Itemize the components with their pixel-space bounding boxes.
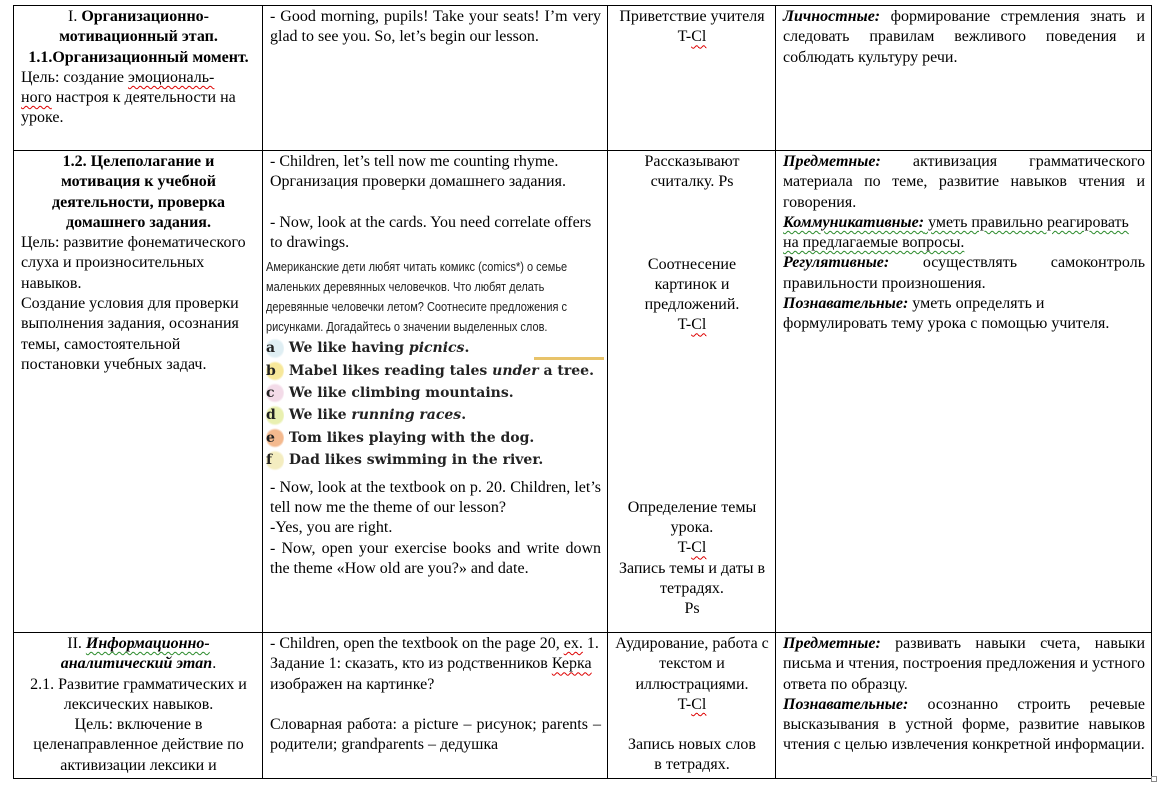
- stage-title: II. Информационно- аналитический этап.: [60, 635, 217, 673]
- item-letter: a: [266, 337, 284, 359]
- item-letter: e: [266, 427, 284, 449]
- textbook-excerpt-image: [266, 257, 604, 471]
- lesson-plan-table: [13, 5, 1152, 779]
- stage-number: I.: [67, 8, 82, 25]
- substage-title: 1.2. Целеполагание и мотивация к учебной деятельности, проверка домашнего задания.: [52, 153, 225, 231]
- teacher-text: - Children, let’s tell now me counting rhyme. Организация проверки домашнего задания.: [270, 153, 566, 191]
- stage-goal: Цель: развитие фонематического слуха и произносительных навыков.: [21, 234, 246, 292]
- teacher-cell: [263, 151, 608, 633]
- students-cell: [608, 151, 776, 633]
- item-letter: c: [266, 382, 284, 404]
- teacher-text: - Now, open your exercise books and write down the theme «How old are you?» and date.: [270, 539, 601, 577]
- work-mode: Ps: [684, 600, 700, 618]
- stage-goal: Цель: создание эмоциональ- ного настроя к деятельности на уроке.: [21, 68, 236, 127]
- uud-label: Предметные:: [783, 153, 881, 170]
- work-mode: T-Cl: [677, 695, 707, 713]
- table-row: [14, 151, 1152, 633]
- teacher-text: Задание 1: сказать, кто из родственников Керка изображен на картинке?: [270, 655, 592, 693]
- students-text: Приветствие учителя: [619, 8, 765, 25]
- uud-label: Коммуникативные:: [783, 213, 925, 231]
- item-letter: f: [266, 449, 284, 471]
- work-mode: T-Cl: [677, 28, 707, 46]
- students-text: Запись новых слов в тетрадях.: [628, 736, 756, 774]
- stage-cell: [14, 6, 263, 151]
- decorative-line: [534, 357, 604, 360]
- uud-label: Познавательные:: [783, 695, 909, 713]
- uud-text: осознанно строить речевые высказывания в устной форме, развитие навыков чтения с целью извлечения конкретной информации.: [783, 695, 1145, 754]
- uud-label: Предметные:: [783, 635, 881, 652]
- stage-goal: Цель: включение в целенаправленное действие по активизации лексики и: [33, 716, 244, 774]
- textbook-instructions: Американские дети любят читать комикс (comics*) о семье маленьких деревянных человечков. Что любят делать деревянные человечки летом? Соотнесите предложения с рисунками. Догадайтесь о значении выделенных слов.: [266, 260, 568, 335]
- textbook-sentence: e Tom likes playing with the dog.: [266, 427, 604, 449]
- textbook-sentence: b Mabel likes reading tales under a tree.: [266, 360, 604, 382]
- teacher-text: - Now, look at the textbook on p. 20. Children, let’s tell now me the theme of our lesson?: [270, 478, 601, 516]
- uud-text: осуществлять самоконтроль правильности произношения.: [783, 254, 1145, 292]
- students-text: Определение темы урока.: [627, 498, 757, 537]
- stage-cell: [14, 633, 263, 779]
- uud-text: уметь правильно реагировать на предлагаемые вопросы.: [783, 213, 1129, 252]
- uud-text: активизация грамматического материала по теме, развитие навыков чтения и говорения.: [783, 153, 1145, 211]
- teacher-text: Словарная работа: a picture – рисунок; parents – родители; grandparents – дедушка: [270, 715, 601, 754]
- item-letter: d: [266, 404, 284, 426]
- uud-label: Личностные:: [783, 8, 881, 25]
- students-text: Соотнесение картинок и предложений.: [644, 255, 740, 314]
- uud-cell: [776, 6, 1152, 151]
- uud-label: Регулятивные:: [783, 254, 890, 272]
- work-mode: T-Cl: [677, 539, 707, 557]
- work-mode: T-Cl: [677, 316, 707, 334]
- stage-goal: Создание условия для проверки выполнения задания, осознания темы, самостоятельной постановки учебных задач.: [21, 295, 239, 373]
- students-text: Запись темы и даты в тетрадях.: [618, 559, 766, 597]
- uud-text: формирование стремления знать и следовать правилам вежливого поведения и соблюдать культуру речи.: [783, 8, 1145, 66]
- table-end-marker: [1151, 776, 1157, 782]
- table-row: [14, 633, 1152, 779]
- textbook-sentence: c We like climbing mountains.: [266, 382, 604, 404]
- table-row: [14, 6, 1152, 151]
- textbook-sentence: f Dad likes swimming in the river.: [266, 449, 604, 471]
- teacher-text: -Yes, you are right.: [270, 519, 393, 537]
- stage-cell: [14, 151, 263, 633]
- textbook-sentence: d We like running races.: [266, 404, 604, 426]
- item-letter: b: [266, 360, 284, 382]
- uud-label: Познавательные:: [783, 295, 909, 313]
- teacher-text: - Children, open the textbook on the page 20, ex. 1.: [270, 635, 599, 652]
- students-text: Аудирование, работа с текстом и иллюстрациями.: [615, 635, 769, 693]
- teacher-text: - Good morning, pupils! Take your seats! I’m very glad to see you. So, let’s begin our lesson.: [270, 8, 601, 46]
- uud-cell: [776, 151, 1152, 633]
- substage-title: 1.1.Организационный момент.: [28, 48, 249, 66]
- teacher-text: - Now, look at the cards. You need correlate offers to drawings.: [270, 213, 592, 251]
- uud-cell: [776, 633, 1152, 779]
- teacher-cell: [263, 633, 608, 779]
- uud-text: уметь определять и формулировать тему урока с помощью учителя.: [783, 295, 1110, 333]
- teacher-cell: [263, 6, 608, 151]
- textbook-sentence: a We like having picnics.: [266, 337, 604, 359]
- students-text: Рассказывают считалку. Ps: [644, 153, 740, 191]
- students-cell: [608, 6, 776, 151]
- substage-title: 2.1. Развитие грамматических и лексических навыков.: [30, 675, 247, 713]
- stage-title: Организационно-мотивационный этап.: [59, 8, 218, 46]
- students-cell: [608, 633, 776, 779]
- uud-text: развивать навыки счета, навыки письма и чтения, построения предложения и устного ответа по образцу.: [783, 635, 1145, 693]
